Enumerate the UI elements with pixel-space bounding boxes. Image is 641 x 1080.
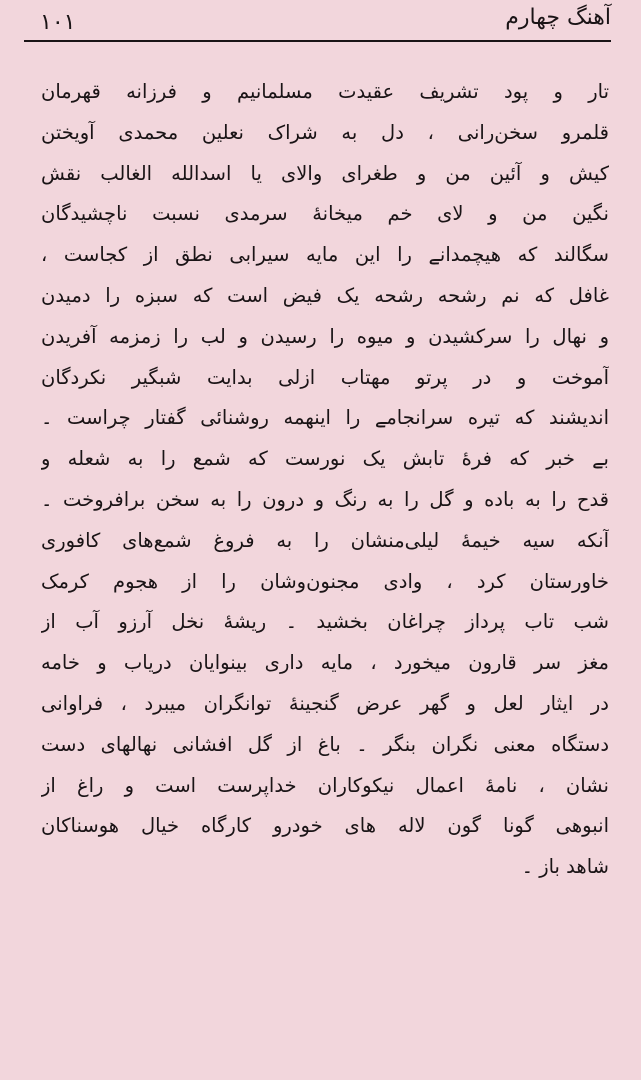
text-line: شب تاب پرداز چراغان بخشید ۔ ریشهٔ نخل آرزو آب از [41,610,609,634]
text-line: آموخت و در پرتو مهتاب ازلی بدایت شبگیر نکردگان [41,365,609,389]
text-line: و نهال را سرکشیدن و میوه را رسیدن و لب را زمزمه آفریدن [41,324,609,348]
page-header [24,0,611,40]
text-line: آنکه سیه خیمهٔ لیلی‌منشان را به فروغ شمع‌های کافوری [41,528,609,552]
running-head: آهنگ چهارم [505,5,611,30]
text-line: خاورستان کرد ، وادی مجنون‌وشان را از هجوم کرمک [41,569,609,593]
text-line: سگالند که هیچمدانے را این مایه سیرابی نطق از کجاست ، [41,243,609,267]
body-text [41,72,609,888]
text-line: در ایثار لعل و گهر عرض گنجینهٔ توانگران میبرد ، فراوانی [41,691,609,715]
text-line: بے خبر که فرهٔ تابش یک نورست که شمع را به شعله و [41,447,609,471]
text-line: اندیشند که تیره سرانجامے را اینهمه روشنائی گفتار چراست ۔ [41,406,609,430]
text-line: دستگاه معنی نگران بنگر ۔ باغ از گل افشانی نهالهای دست [41,732,609,756]
header-rule [24,40,611,42]
text-line: شاهد باز ۔ [521,855,609,879]
text-line: کیش و آئین من و طغرای والای یا اسدالله الغالب نقش [41,161,609,185]
text-line: غافل که نم رشحه رشحه یک فیض است که سبزه را دمیدن [41,283,609,307]
page-number: ۱۰۱ [40,10,76,35]
text-line: قدح را به باده و گل را به رنگ و درون را به سخن برافروخت ۔ [41,487,609,511]
text-line: نشان ، نامهٔ اعمال نیکوکاران خداپرست است و راغ از [41,773,609,797]
text-line: قلمرو سخن‌رانی ، دل به شراک نعلین محمدی آویختن [41,120,609,144]
text-line: مغز سر قارون میخورد ، مایه داری بینوایان دریاب و خامه [41,651,609,675]
text-line: نگین من و لای خم میخانهٔ سرمدی نسبت ناچشیدگان [41,202,609,226]
text-line: تار و پود تشریف عقیدت مسلمانیم و فرزانه قهرمان [41,80,609,103]
text-line: انبوهی گونا گون لاله های خودرو کارگاه خیال هوسناکان [41,814,609,838]
